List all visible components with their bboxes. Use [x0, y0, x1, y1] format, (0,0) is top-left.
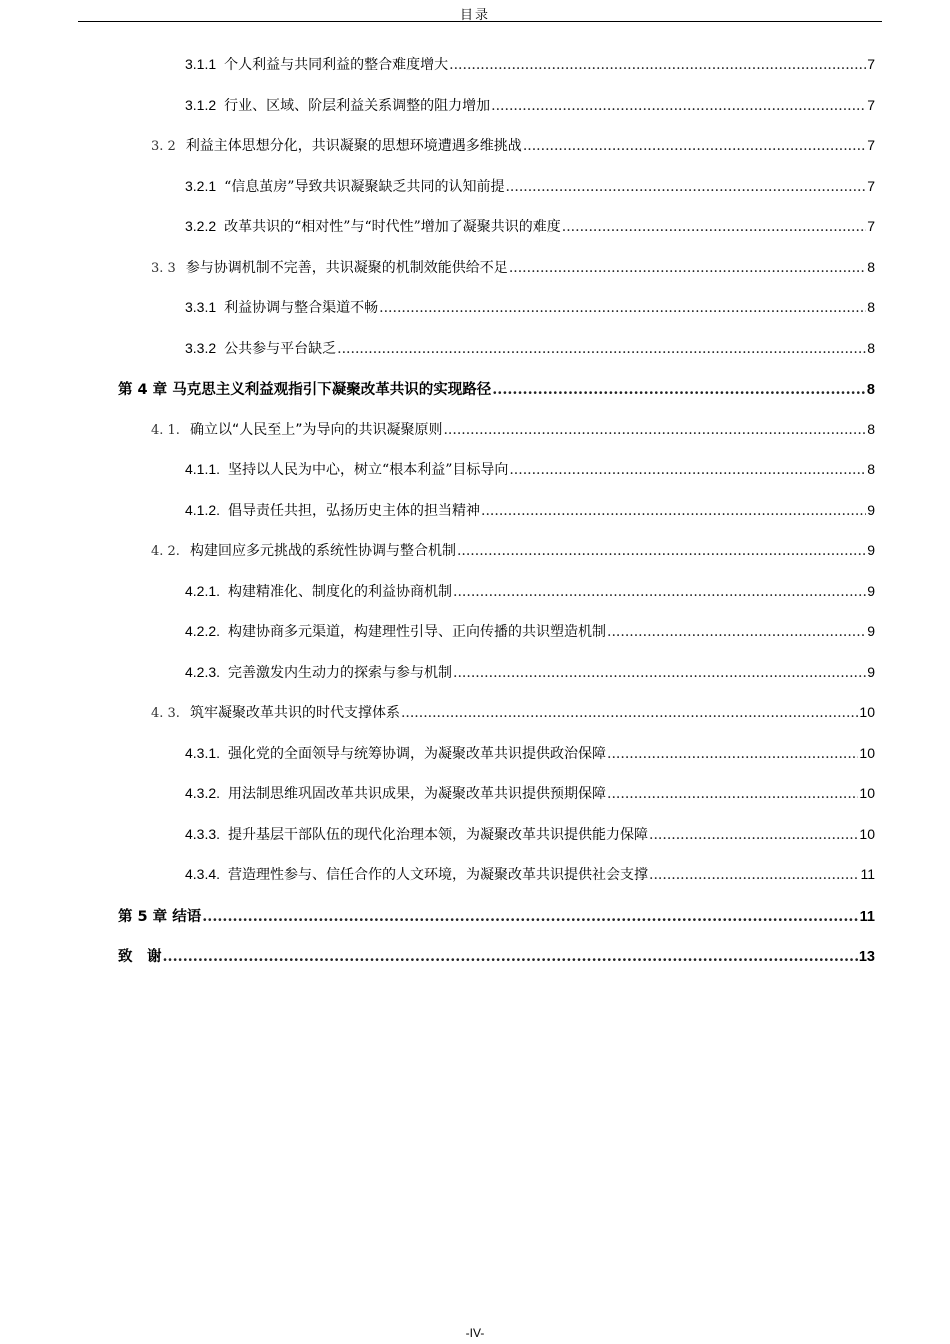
toc-entry-number: 4. 3. — [151, 706, 180, 721]
toc-entry-title: 提升基层干部队伍的现代化治理本领，为凝聚改革共识提供能力保障 — [228, 826, 649, 843]
toc-entry-title: 用法制思维巩固改革共识成果，为凝聚改革共识提供预期保障 — [228, 786, 607, 802]
toc-entry-number: 3.2.1 — [185, 177, 217, 194]
toc-entry-page: 8 — [867, 258, 875, 275]
toc-entry-page: 9 — [867, 501, 875, 518]
dot-leader — [607, 786, 858, 802]
toc-entry-page: 10 — [859, 785, 875, 801]
toc-entry[interactable] — [151, 419, 875, 441]
toc-entry-page: 9 — [867, 623, 875, 639]
toc-entry-title: 构建回应多元挑战的系统性协调与整合机制 — [189, 543, 456, 559]
toc-entry[interactable] — [118, 378, 875, 400]
toc-entry-title: 参与协调机制不完善，共识凝聚的机制效能供给不足 — [185, 259, 508, 276]
dot-leader — [163, 948, 858, 965]
running-header-title: 目录 — [459, 8, 490, 23]
toc-entry[interactable] — [185, 500, 875, 522]
dot-leader — [523, 138, 866, 154]
toc-entry-page: 7 — [867, 96, 875, 113]
dot-leader — [337, 341, 866, 357]
toc-entry-page: 13 — [858, 949, 875, 965]
toc-entry-page: 7 — [867, 137, 875, 153]
toc-entry-page: 9 — [867, 582, 875, 599]
toc-entry-title: 利益主体思想分化，共识凝聚的思想环境遭遇多维挑战 — [185, 138, 522, 154]
toc-entry-number: 4.3.2. — [185, 785, 221, 801]
toc-entry-title: 公共参与平台缺乏 — [224, 340, 337, 357]
toc-entry-page: 11 — [859, 908, 875, 925]
toc-entry-number: 4. 1. — [151, 422, 180, 438]
toc-entry[interactable] — [185, 176, 875, 198]
toc-entry-page: 8 — [867, 461, 875, 477]
toc-entry-page: 8 — [867, 339, 875, 356]
toc-entry-number: 3.3.1 — [185, 299, 217, 315]
dot-leader — [481, 503, 866, 519]
dot-leader — [453, 584, 866, 600]
dot-leader — [649, 827, 858, 843]
toc-entry[interactable] — [185, 662, 875, 684]
toc-entry-title: 第 4 章 马克思主义利益观指引下凝聚改革共识的实现路径 — [118, 382, 492, 398]
toc-entry[interactable] — [151, 257, 875, 279]
toc-entry-title: 致 谢 — [118, 949, 162, 965]
dot-leader — [491, 98, 866, 114]
toc-entry-page: 10 — [859, 704, 875, 720]
page-number: -IV- — [465, 1326, 485, 1340]
toc-entry-page: 7 — [867, 218, 875, 234]
toc-entry-number: 3.2.2 — [185, 218, 217, 234]
toc-entry-title: 利益协调与整合渠道不畅 — [224, 300, 379, 316]
dot-leader — [401, 705, 858, 721]
toc-entry[interactable] — [185, 459, 875, 481]
dot-leader — [505, 179, 866, 195]
toc-entry-number: 4.3.3. — [185, 825, 221, 842]
toc-entry-title: 改革共识的“相对性”与“时代性”增加了凝聚共识的难度 — [224, 219, 561, 235]
toc-entry-title: 强化党的全面领导与统筹协调，为凝聚改革共识提供政治保障 — [228, 745, 607, 762]
dot-leader — [649, 867, 859, 883]
toc-entry[interactable] — [185, 338, 875, 360]
toc-entry[interactable] — [185, 581, 875, 603]
toc-entry-number: 4.3.1. — [185, 744, 221, 761]
toc-entry-title: 确立以“人民至上”为导向的共识凝聚原则 — [189, 421, 443, 438]
toc-entry-number: 4.2.2. — [185, 623, 221, 639]
toc-entry-number: 3. 2 — [151, 139, 176, 154]
dot-leader — [457, 543, 866, 559]
header-rule — [78, 21, 882, 22]
toc-entry[interactable] — [185, 216, 875, 238]
toc-entry-number: 4. 2. — [151, 544, 180, 559]
toc-entry[interactable] — [151, 540, 875, 562]
toc-entry-page: 10 — [859, 744, 875, 761]
toc-entry-title: 个人利益与共同利益的整合难度增大 — [224, 57, 449, 73]
toc-entry-page: 8 — [867, 420, 875, 437]
dot-leader — [509, 260, 866, 276]
toc-entry-title: 行业、区域、阶层利益关系调整的阻力增加 — [224, 97, 491, 114]
toc-entry-page: 11 — [860, 866, 875, 882]
toc-entry-title: 坚持以人民为中心，树立“根本利益”目标导向 — [228, 462, 509, 478]
toc-entry-number: 4.1.1. — [185, 461, 221, 477]
toc-entry-number: 4.2.1. — [185, 582, 221, 599]
toc-entry-title: 倡导责任共担，弘扬历史主体的担当精神 — [228, 502, 481, 519]
toc-entry-title: 第 5 章 结语 — [118, 908, 202, 925]
toc-entry[interactable] — [185, 297, 875, 319]
toc-entry[interactable] — [185, 743, 875, 765]
toc-entry[interactable] — [151, 135, 875, 157]
toc-entry-title: 营造理性参与、信任合作的人文环境，为凝聚改革共识提供社会支撑 — [228, 867, 649, 883]
dot-leader — [562, 219, 866, 235]
toc-entry[interactable] — [185, 95, 875, 117]
dot-leader — [449, 57, 866, 73]
toc-entry[interactable] — [151, 702, 875, 724]
dot-leader — [443, 422, 866, 438]
toc-entry-number: 3. 3 — [151, 260, 176, 276]
toc-entry[interactable] — [118, 945, 875, 967]
toc-entry[interactable] — [185, 864, 875, 886]
dot-leader — [492, 381, 866, 398]
toc-entry-number: 3.1.2 — [185, 96, 217, 113]
dot-leader — [607, 624, 866, 640]
toc-entry-page: 8 — [866, 382, 875, 398]
toc-entry[interactable] — [185, 54, 875, 76]
toc-entry-page: 8 — [867, 299, 875, 315]
toc-entry-page: 9 — [867, 663, 875, 680]
dot-leader — [379, 300, 866, 316]
toc-entry[interactable] — [185, 621, 875, 643]
dot-leader — [202, 908, 858, 925]
toc-entry-title: 构建协商多元渠道，构建理性引导、正向传播的共识塑造机制 — [228, 624, 607, 640]
toc-entry-page: 7 — [867, 177, 875, 194]
dot-leader — [607, 746, 858, 762]
toc-entry-page: 7 — [867, 56, 875, 72]
toc-entry-number: 4.2.3. — [185, 663, 221, 680]
toc-entry-title: 筑牢凝聚改革共识的时代支撑体系 — [189, 705, 400, 721]
dot-leader — [509, 462, 866, 478]
toc-entry-page: 9 — [867, 542, 875, 558]
toc-entry-title: 构建精准化、制度化的利益协商机制 — [228, 583, 453, 600]
toc-entry-number: 4.3.4. — [185, 866, 221, 882]
toc-entry-number: 3.3.2 — [185, 339, 217, 356]
toc-entry-number: 4.1.2. — [185, 501, 221, 518]
toc-entry[interactable] — [185, 783, 875, 805]
toc-entry-title: “信息茧房”导致共识凝聚缺乏共同的认知前提 — [224, 178, 505, 195]
toc-entry-number: 3.1.1 — [185, 56, 217, 72]
toc-entry[interactable] — [118, 905, 875, 927]
toc-entry[interactable] — [185, 824, 875, 846]
toc-entry-title: 完善激发内生动力的探索与参与机制 — [228, 664, 453, 681]
dot-leader — [453, 665, 866, 681]
toc-entry-page: 10 — [859, 825, 875, 842]
